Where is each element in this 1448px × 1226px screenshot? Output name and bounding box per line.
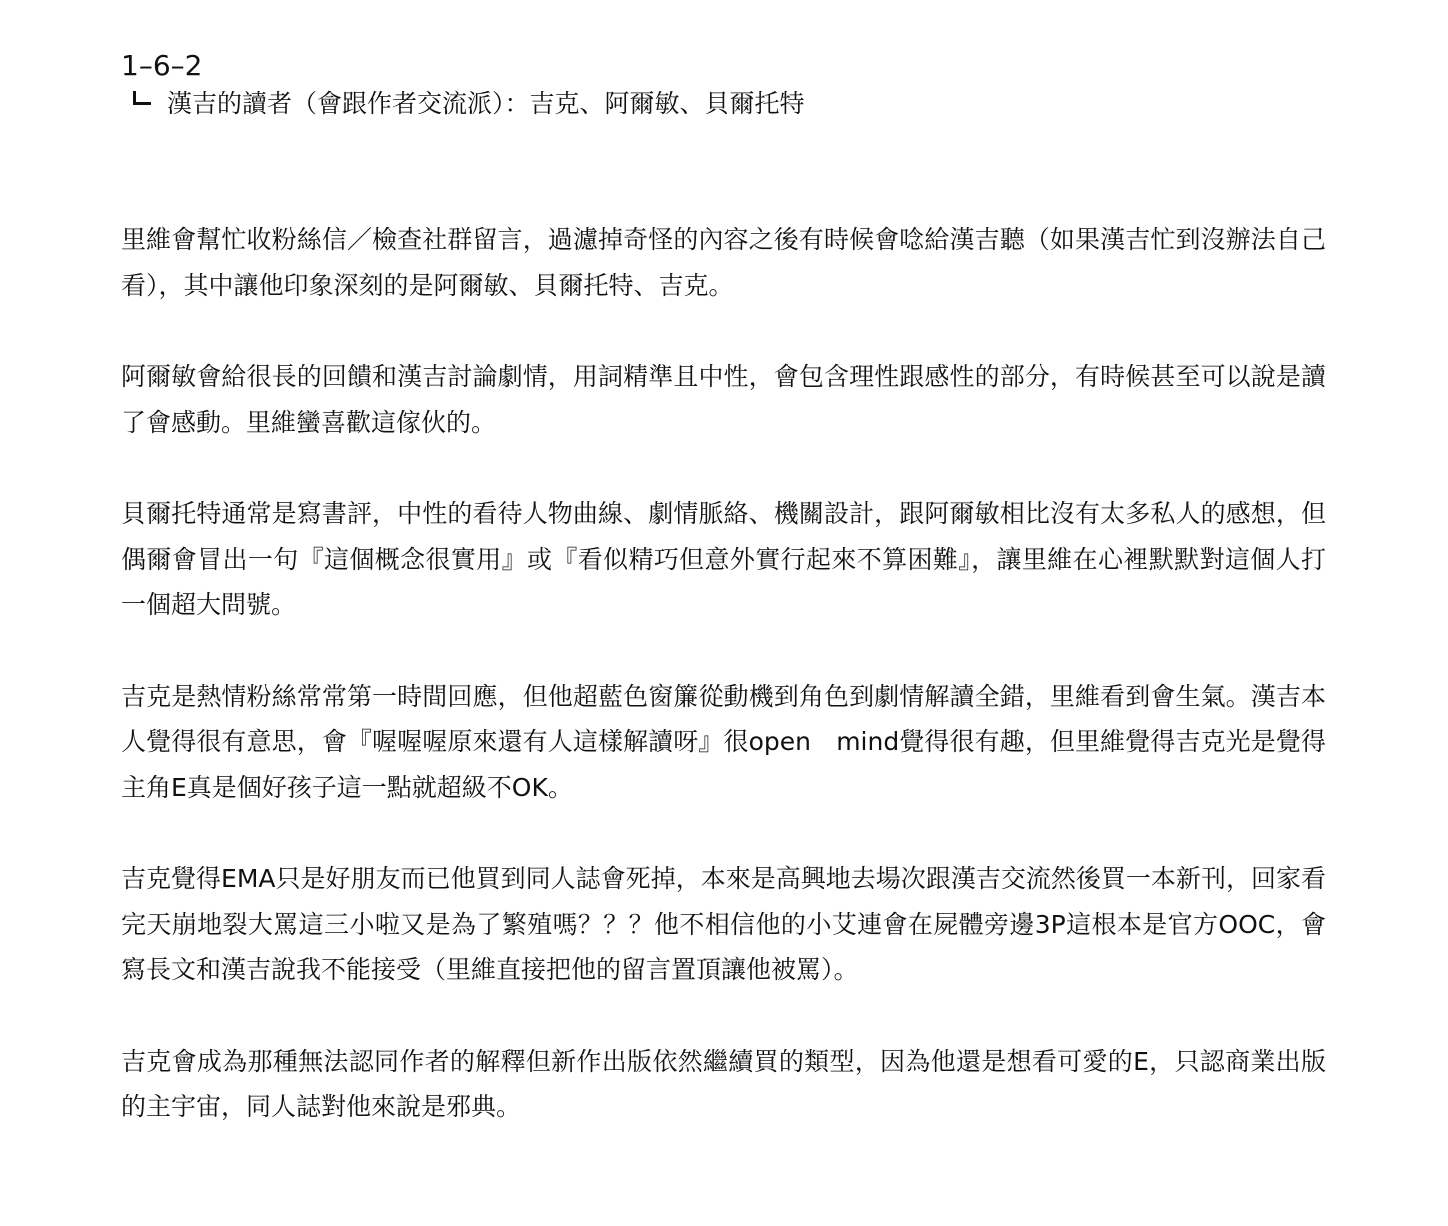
paragraph-5: 吉克覺得EMA只是好朋友而已他買到同人誌會死掉，本來是高興地去場次跟漢吉交流然後買一本新刊，回家看完天崩地裂大罵這三小啦又是為了繁殖嗎？？？他不相信他的小艾連會在屍體旁邊3P這根本是官方OOC，會寫長文和漢吉說我不能接受（里維直接把他的留言置頂讓他被罵）。	[121, 864, 1326, 984]
branch-corner-icon	[133, 91, 151, 105]
section-number: 1–6–2	[121, 49, 203, 82]
section-subtitle: 漢吉的讀者（會跟作者交流派）：吉克、阿爾敏、貝爾托特	[167, 89, 805, 118]
paragraph-4: 吉克是熱情粉絲常常第一時間回應，但他超藍色窗簾從動機到角色到劇情解讀全錯，里維看到會生氣。漢吉本人覺得很有意思，會『喔喔喔原來還有人這樣解讀呀』很open mind覺得很有趣，但里維覺得吉克光是覺得主角E真是個好孩子這一點就超級不OK。	[121, 681, 1326, 802]
body-text	[121, 217, 1326, 1130]
paragraph-1: 里維會幫忙收粉絲信／檢查社群留言，過濾掉奇怪的內容之後有時候會唸給漢吉聽（如果漢吉忙到沒辦法自己看），其中讓他印象深刻的是阿爾敏、貝爾托特、吉克。	[121, 225, 1326, 300]
paragraph-2: 阿爾敏會給很長的回饋和漢吉討論劇情，用詞精準且中性，會包含理性跟感性的部分，有時候甚至可以說是讀了會感動。里維蠻喜歡這傢伙的。	[121, 362, 1326, 437]
document-page	[121, 46, 1326, 1176]
section-subtitle-row	[121, 86, 1326, 122]
section-heading	[121, 46, 1326, 122]
paragraph-3: 貝爾托特通常是寫書評，中性的看待人物曲線、劇情脈絡、機關設計，跟阿爾敏相比沒有太多私人的感想，但偶爾會冒出一句『這個概念很實用』或『看似精巧但意外實行起來不算困難』，讓里維在心裡默默對這個人打一個超大問號。	[121, 499, 1326, 619]
paragraph-6: 吉克會成為那種無法認同作者的解釋但新作出版依然繼續買的類型，因為他還是想看可愛的E，只認商業出版的主宇宙，同人誌對他來說是邪典。	[121, 1046, 1326, 1121]
